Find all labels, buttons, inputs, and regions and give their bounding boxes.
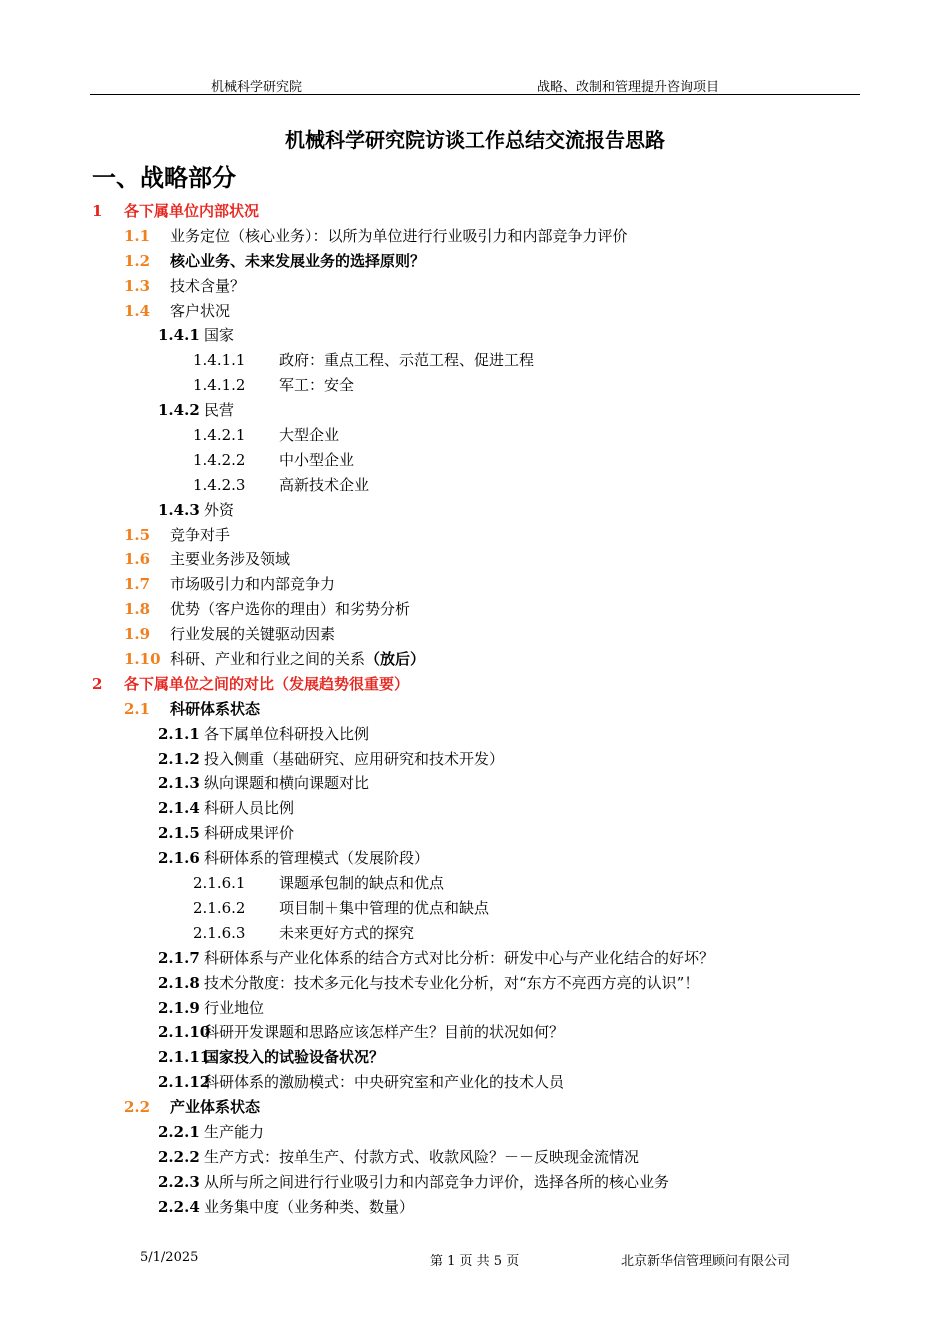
outline-item-label: 行业发展的关键驱动因素 <box>170 625 336 644</box>
outline-item-text <box>204 1020 564 1045</box>
outline-item-text <box>204 821 294 846</box>
outline-item-label: 科研体系的激励模式：中央研究室和产业化的技术人员 <box>204 1073 565 1092</box>
outline-item-label: 技术含量？ <box>170 276 246 295</box>
outline-item-label: 国家投入的试验设备状况？ <box>204 1048 385 1067</box>
outline-item-label: 竞争对手 <box>170 525 231 544</box>
outline-item <box>0 423 950 448</box>
outline-item <box>0 597 950 622</box>
outline-item-number: 1.7 <box>124 575 151 594</box>
outline-item-label: 高新技术企业 <box>279 475 370 494</box>
outline-item-note: （放后） <box>365 650 426 669</box>
outline-item-text <box>170 1095 260 1120</box>
outline-item <box>0 771 950 796</box>
outline-item <box>0 946 950 971</box>
outline-item <box>0 473 950 498</box>
outline-item-text <box>204 996 264 1021</box>
outline-item <box>0 1070 950 1095</box>
outline-item-label: 生产能力 <box>204 1122 265 1141</box>
outline-item-number: 1.5 <box>124 525 151 544</box>
outline-item-number: 1.4.2.1 <box>193 426 246 445</box>
outline-item-number: 2.1.7 <box>158 948 200 967</box>
outline-item <box>0 1045 950 1070</box>
header-right: 战略、改制和管理提升咨询项目 <box>537 80 720 95</box>
outline-item <box>0 796 950 821</box>
outline-item-number: 2 <box>92 674 103 693</box>
section-heading: 一、战略部分 <box>92 163 236 192</box>
outline-item <box>0 921 950 946</box>
outline-item-text <box>279 448 354 473</box>
outline-item-number: 2.1.5 <box>158 824 200 843</box>
outline-item <box>0 523 950 548</box>
outline-item-label: 纵向课题和横向课题对比 <box>204 774 370 793</box>
outline-item-number: 1.4.1.1 <box>193 351 246 370</box>
page-header <box>90 74 860 95</box>
outline-item-text <box>170 572 335 597</box>
outline-item-number: 2.1 <box>124 699 151 718</box>
outline-item <box>0 547 950 572</box>
outline-item-text <box>204 323 234 348</box>
outline-item-number: 1.9 <box>124 625 151 644</box>
outline-item-label: 外资 <box>204 500 235 519</box>
outline-item-text <box>170 547 290 572</box>
outline-item-text <box>204 796 294 821</box>
outline-item-number: 1.4.2.3 <box>193 475 246 494</box>
outline-item <box>0 996 950 1021</box>
outline-item-text <box>204 1145 639 1170</box>
outline-item-number: 1.4.2.2 <box>193 450 246 469</box>
outline-item-number: 2.1.10 <box>158 1023 211 1042</box>
outline-item-text <box>170 299 230 324</box>
outline-item <box>0 323 950 348</box>
outline-item <box>0 1145 950 1170</box>
outline-item-number: 1.4.1 <box>158 326 200 345</box>
outline-item-text <box>204 1170 669 1195</box>
outline-item <box>0 1170 950 1195</box>
outline-item-number: 1 <box>92 202 103 220</box>
document-title: 机械科学研究院访谈工作总结交流报告思路 <box>285 128 665 152</box>
outline-item-label: 军工：安全 <box>279 376 355 395</box>
outline-item-number: 2.2 <box>124 1098 151 1117</box>
outline-item-label: 国家 <box>204 326 235 345</box>
outline-item <box>0 1095 950 1120</box>
outline-item-number: 2.1.8 <box>158 973 200 992</box>
outline-item-text <box>204 747 504 772</box>
outline-item-number: 2.1.4 <box>158 799 200 818</box>
outline-item-label: 科研开发课题和思路应该怎样产生？目前的状况如何？ <box>204 1023 565 1042</box>
outline-item-label: 科研体系与产业化体系的结合方式对比分析：研发中心与产业化结合的好坏？ <box>204 948 715 967</box>
outline-item-number: 1.4.1.2 <box>193 376 246 395</box>
outline-item-number: 1.4.3 <box>158 500 200 519</box>
outline-item-label: 未来更好方式的探究 <box>279 923 415 942</box>
outline-item-text <box>204 946 714 971</box>
outline-item-text <box>170 274 245 299</box>
outline-item-label: 项目制＋集中管理的优点和缺点 <box>279 898 490 917</box>
outline-item-number: 2.1.9 <box>158 998 200 1017</box>
outline-item-text <box>204 722 369 747</box>
outline-item-text <box>279 921 414 946</box>
outline-item-text <box>279 348 534 373</box>
outline-item <box>0 398 950 423</box>
outline-item-label: 各下属单位科研投入比例 <box>204 724 370 743</box>
outline-item-number: 2.2.4 <box>158 1197 200 1216</box>
outline-item-label: 大型企业 <box>279 426 340 445</box>
outline-item <box>0 1195 950 1220</box>
outline-item-number: 1.6 <box>124 550 151 569</box>
outline-item <box>0 672 950 697</box>
outline-item-number: 2.1.3 <box>158 774 200 793</box>
outline-item-text <box>170 697 260 722</box>
header-left: 机械科学研究院 <box>211 80 303 95</box>
outline-item-text <box>204 498 234 523</box>
outline-item-label: 科研人员比例 <box>204 799 295 818</box>
outline-item <box>0 821 950 846</box>
outline-item-label: 优势（客户选你的理由）和劣势分析 <box>170 600 411 619</box>
outline-item <box>0 274 950 299</box>
outline-item-label: 科研体系的管理模式（发展阶段） <box>204 849 430 868</box>
outline-item-label: 中小型企业 <box>279 450 355 469</box>
outline-item-number: 2.1.11 <box>158 1048 211 1067</box>
outline-item-text <box>204 398 234 423</box>
outline-item-number: 2.1.1 <box>158 724 200 743</box>
outline-item-label: 主要业务涉及领域 <box>170 550 291 569</box>
outline-item-label: 业务定位（核心业务）：以所为单位进行行业吸引力和内部竞争力评价 <box>170 226 628 245</box>
outline-item-label: 科研、产业和行业之间的关系 <box>170 650 366 669</box>
outline-item-number: 2.2.2 <box>158 1147 200 1166</box>
outline-item-text <box>170 597 410 622</box>
outline-item-number: 1.3 <box>124 276 151 295</box>
outline-item <box>0 249 950 274</box>
outline-item-text <box>170 647 425 672</box>
outline-item-text <box>170 523 230 548</box>
outline-item-text <box>204 771 369 796</box>
footer-company: 北京新华信管理顾问有限公司 <box>621 1254 791 1269</box>
outline-item <box>0 1120 950 1145</box>
outline-item <box>0 199 950 224</box>
outline-item-text <box>204 1070 564 1095</box>
outline-list <box>0 199 950 1220</box>
outline-item-number: 1.4 <box>124 301 151 320</box>
outline-item <box>0 448 950 473</box>
outline-item-number: 2.1.2 <box>158 749 200 768</box>
outline-item-text <box>204 1120 264 1145</box>
outline-item <box>0 896 950 921</box>
outline-item-number: 1.1 <box>124 226 151 245</box>
outline-item-number: 2.1.6.1 <box>193 874 246 893</box>
outline-item-number: 2.2.1 <box>158 1122 200 1141</box>
outline-item-label: 民营 <box>204 401 235 420</box>
outline-item-text <box>124 199 259 224</box>
outline-item-number: 1.8 <box>124 600 151 619</box>
outline-item-text <box>204 1045 384 1070</box>
outline-item-label: 各下属单位内部状况 <box>124 202 260 220</box>
outline-item-text <box>279 473 369 498</box>
outline-item <box>0 846 950 871</box>
outline-item-label: 客户状况 <box>170 301 231 320</box>
outline-item-number: 2.1.6.3 <box>193 923 246 942</box>
outline-item-text <box>204 971 699 996</box>
outline-item <box>0 572 950 597</box>
outline-item <box>0 622 950 647</box>
outline-item-label: 行业地位 <box>204 998 265 1017</box>
outline-item <box>0 1020 950 1045</box>
outline-item <box>0 871 950 896</box>
outline-item-label: 业务集中度（业务种类、数量） <box>204 1197 415 1216</box>
outline-item-text <box>279 373 354 398</box>
outline-item-label: 投入侧重（基础研究、应用研究和技术开发） <box>204 749 505 768</box>
outline-item-number: 1.2 <box>124 251 151 270</box>
outline-item-label: 生产方式：按单生产、付款方式、收款风险？－－反映现金流情况 <box>204 1147 640 1166</box>
outline-item <box>0 299 950 324</box>
outline-item <box>0 373 950 398</box>
outline-item <box>0 747 950 772</box>
outline-item-label: 科研成果评价 <box>204 824 295 843</box>
outline-item-label: 市场吸引力和内部竞争力 <box>170 575 336 594</box>
footer-page-number: 第 1 页 共 5 页 <box>430 1254 520 1269</box>
outline-item-label: 技术分散度：技术多元化与技术专业化分析，对“东方不亮西方亮的认识”！ <box>204 973 700 992</box>
outline-item-text <box>279 896 489 921</box>
outline-item-number: 2.1.6.2 <box>193 898 246 917</box>
outline-item-text <box>124 672 409 697</box>
outline-item-label: 产业体系状态 <box>170 1098 261 1117</box>
outline-item-label: 从所与所之间进行行业吸引力和内部竞争力评价，选择各所的核心业务 <box>204 1172 670 1191</box>
outline-item <box>0 498 950 523</box>
outline-item <box>0 647 950 672</box>
outline-item <box>0 224 950 249</box>
outline-item-number: 2.1.12 <box>158 1073 211 1092</box>
outline-item-label: 政府：重点工程、示范工程、促进工程 <box>279 351 535 370</box>
outline-item-number: 2.2.3 <box>158 1172 200 1191</box>
outline-item-text <box>204 1195 414 1220</box>
outline-item-label: 核心业务、未来发展业务的选择原则？ <box>170 251 426 270</box>
outline-item <box>0 697 950 722</box>
outline-item-number: 2.1.6 <box>158 849 200 868</box>
outline-item-text <box>204 846 429 871</box>
outline-item-number: 1.4.2 <box>158 401 200 420</box>
footer-date: 5/1/2025 <box>140 1250 199 1265</box>
outline-item-text <box>170 224 628 249</box>
outline-item-text <box>279 423 339 448</box>
outline-item-label: 各下属单位之间的对比（发展趋势很重要） <box>124 674 410 693</box>
outline-item-text <box>170 622 335 647</box>
outline-item <box>0 971 950 996</box>
outline-item-text <box>170 249 425 274</box>
outline-item-text <box>279 871 444 896</box>
outline-item <box>0 722 950 747</box>
outline-item-label: 课题承包制的缺点和优点 <box>279 874 445 893</box>
outline-item-label: 科研体系状态 <box>170 699 261 718</box>
outline-item-number: 1.10 <box>124 650 161 669</box>
outline-item <box>0 348 950 373</box>
